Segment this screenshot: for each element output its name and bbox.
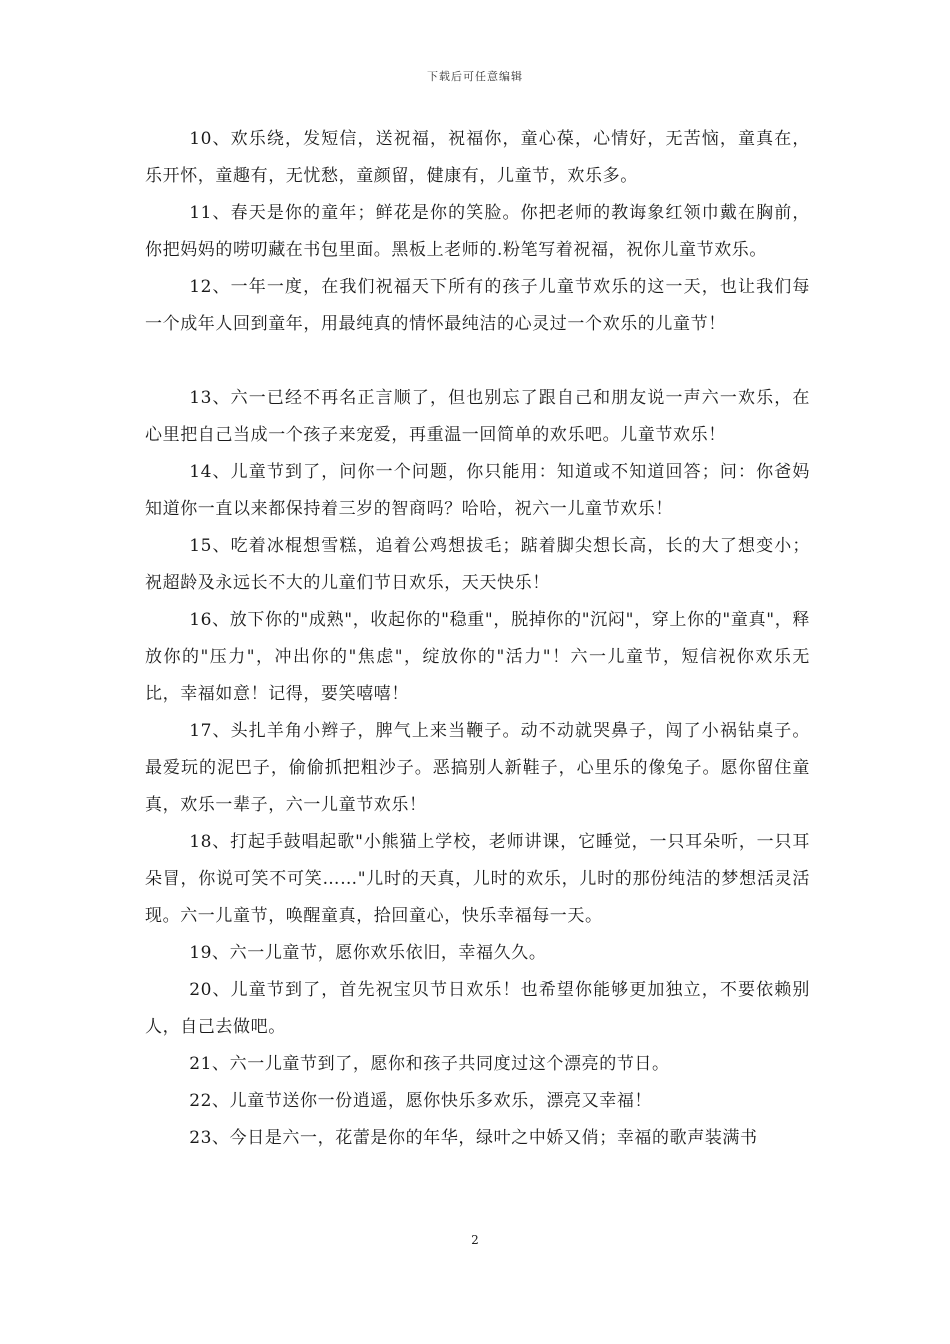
paragraph-15: 15、吃着冰棍想雪糕，追着公鸡想拔毛；踮着脚尖想长高，长的大了想变小；祝超龄及永远长不大的儿童们节日欢乐，天天快乐！: [145, 536, 810, 593]
paragraph-13: 13、六一已经不再名正言顺了，但也别忘了跟自己和朋友说一声六一欢乐，在心里把自己当成一个孩子来宠爱，再重温一回简单的欢乐吧。儿童节欢乐！: [145, 388, 810, 445]
paragraph-18: 18、打起手鼓唱起歌"小熊猫上学校，老师讲课，它睡觉，一只耳朵听，一只耳朵冒，你说可笑不可笑……"儿时的天真，儿时的欢乐，儿时的那份纯洁的梦想活灵活现。六一儿童节，唤醒童真，拾回童心，快乐幸福每一天。: [145, 832, 810, 926]
paragraph-10: 10、欢乐绕，发短信，送祝福，祝福你，童心葆，心情好，无苦恼，童真在，乐开怀，童趣有，无忧愁，童颜留，健康有，儿童节，欢乐多。: [145, 129, 810, 186]
paragraph-22: 22、儿童节送你一份逍遥，愿你快乐多欢乐，漂亮又幸福！: [189, 1091, 653, 1111]
paragraph-12: 12、一年一度，在我们祝福天下所有的孩子儿童节欢乐的这一天，也让我们每一个成年人回到童年，用最纯真的情怀最纯洁的心灵过一个欢乐的儿童节！: [145, 277, 810, 334]
paragraph-19: 19、六一儿童节，愿你欢乐依旧，幸福久久。: [189, 943, 547, 963]
page-header: 下载后可任意编辑: [427, 70, 523, 83]
paragraph-21: 21、六一儿童节到了，愿你和孩子共同度过这个漂亮的节日。: [189, 1054, 670, 1074]
page-number: 2: [471, 1233, 479, 1247]
paragraph-14: 14、儿童节到了，问你一个问题，你只能用：知道或不知道回答；问：你爸妈知道你一直以来都保持着三岁的智商吗？哈哈，祝六一儿童节欢乐！: [145, 462, 810, 519]
paragraph-23: 23、今日是六一，花蕾是你的年华，绿叶之中娇又俏；幸福的歌声装满书: [189, 1128, 758, 1148]
paragraph-11: 11、春天是你的童年；鲜花是你的笑脸。你把老师的教诲象红领巾戴在胸前，你把妈妈的唠叨藏在书包里面。黑板上老师的.粉笔写着祝福，祝你儿童节欢乐。: [145, 203, 810, 260]
paragraph-20: 20、儿童节到了，首先祝宝贝节日欢乐！也希望你能够更加独立，不要依赖别人，自己去做吧。: [145, 980, 810, 1037]
paragraph-17: 17、头扎羊角小辫子，脾气上来当鞭子。动不动就哭鼻子，闯了小祸钻桌子。最爱玩的泥巴子，偷偷抓把粗沙子。恶搞别人新鞋子，心里乐的像兔子。愿你留住童真，欢乐一辈子，六一儿童节欢乐！: [145, 721, 810, 815]
document-body: [145, 121, 810, 1157]
paragraph-16: 16、放下你的"成熟"，收起你的"稳重"，脱掉你的"沉闷"，穿上你的"童真"，释放你的"压力"，冲出你的"焦虑"，绽放你的"活力"！六一儿童节，短信祝你欢乐无比，幸福如意！记得，要笑嘻嘻！: [145, 610, 810, 704]
